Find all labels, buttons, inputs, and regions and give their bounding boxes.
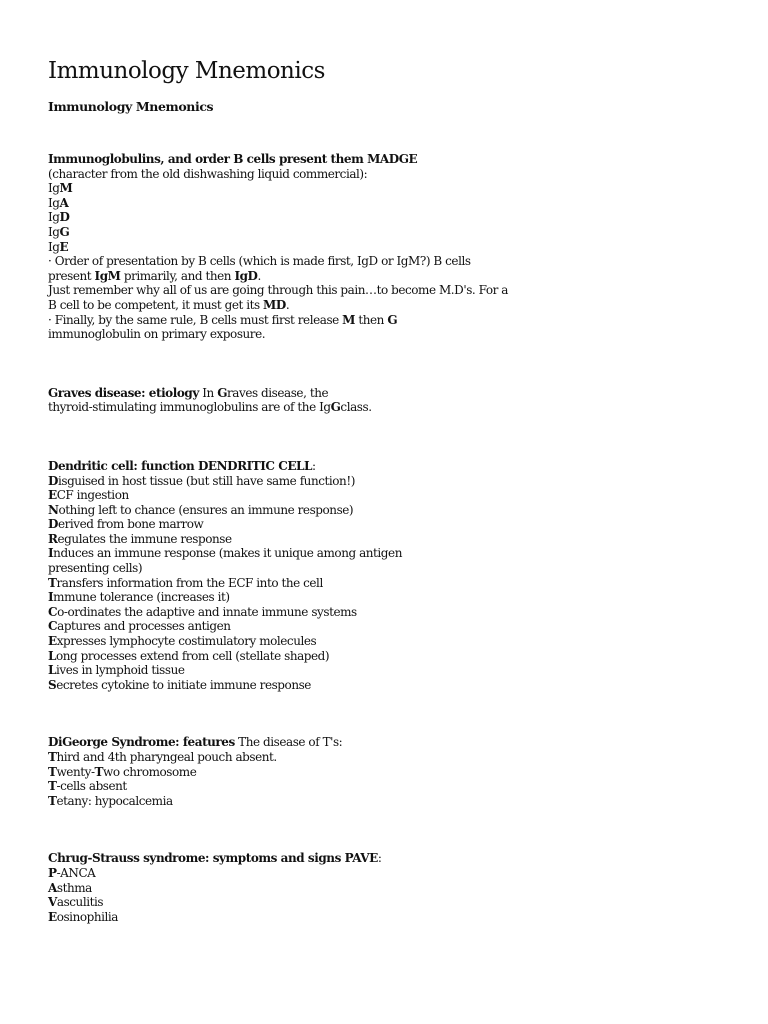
list-item: Disguised in host tissue (but still have same function!) (48, 473, 355, 488)
digeorge-heading: DiGeorge Syndrome: features The disease of T's: (48, 735, 343, 750)
madge-paragraph-2a: Just remember why all of us are going through this pain…to become M.D's. For a (48, 283, 508, 298)
list-item: Nothing left to chance (ensures an immune response) (48, 502, 354, 517)
list-item: Third and 4th pharyngeal pouch absent. (48, 750, 277, 764)
madge-paragraph-3b: immunoglobulin on primary exposure. (48, 327, 266, 342)
chrug-strauss-section (48, 851, 508, 924)
list-item: Vasculitis (48, 895, 104, 910)
madge-paragraph-2b: B cell to be competent, it must get its MD. (48, 297, 290, 312)
list-item: Lives in lymphoid tissue (48, 663, 185, 678)
list-item: Expresses lymphocyte costimulatory molecules (48, 634, 317, 649)
document-page (48, 54, 508, 924)
madge-paragraph-1a: · Order of presentation by B cells (which is made first, IgD or IgM?) B cells (48, 254, 471, 269)
madge-intro: (character from the old dishwashing liquid commercial): (48, 166, 368, 181)
digeorge-section (48, 735, 508, 808)
list-item: Immune tolerance (increases it) (48, 590, 230, 605)
list-item: Twenty-Two chromosome (48, 764, 197, 779)
list-item: Secretes cytokine to initiate immune response (48, 677, 311, 692)
madge-paragraph-1b: present IgM primarily, and then IgD. (48, 268, 261, 283)
dendritic-section (48, 459, 508, 693)
madge-section (48, 152, 508, 342)
ig-item: IgD (48, 210, 70, 225)
list-item: Regulates the immune response (48, 531, 232, 546)
madge-paragraph-3a: · Finally, by the same rule, B cells must first release M then G (48, 312, 398, 327)
graves-section (48, 386, 508, 415)
list-item: Tetany: hypocalcemia (48, 793, 173, 808)
document-title: Immunology Mnemonics (48, 58, 325, 84)
ig-item: IgE (48, 239, 69, 254)
list-item: Long processes extend from cell (stellate shaped) (48, 648, 330, 663)
graves-heading: Graves disease: etiology (48, 385, 199, 400)
document-subtitle: Immunology Mnemonics (48, 99, 214, 114)
dendritic-heading: Dendritic cell: function DENDRITIC CELL: (48, 458, 316, 473)
chrug-heading: Chrug-Strauss syndrome: symptoms and signs PAVE: (48, 851, 382, 866)
graves-line-1: Graves disease: etiology In Graves disease, the (48, 385, 329, 400)
list-item: P-ANCA (48, 865, 96, 880)
list-item: Captures and processes antigen (48, 619, 231, 634)
list-item: Eosinophilia (48, 909, 119, 924)
list-item: Asthma (48, 880, 92, 895)
ig-item: IgA (48, 195, 69, 210)
list-item: Derived from bone marrow (48, 517, 204, 532)
list-item: Induces an immune response (makes it unique among antigen presenting cells) (48, 546, 402, 576)
ig-item: IgG (48, 224, 70, 239)
madge-heading: Immunoglobulins, and order B cells present them MADGE (48, 152, 418, 166)
list-item: T-cells absent (48, 779, 127, 794)
list-item: Co-ordinates the adaptive and innate immune systems (48, 604, 357, 619)
graves-line-2: thyroid-stimulating immunoglobulins are of the IgGclass. (48, 400, 372, 415)
list-item: ECF ingestion (48, 488, 129, 503)
ig-item: IgM (48, 181, 73, 196)
list-item: Transfers information from the ECF into the cell (48, 575, 323, 590)
